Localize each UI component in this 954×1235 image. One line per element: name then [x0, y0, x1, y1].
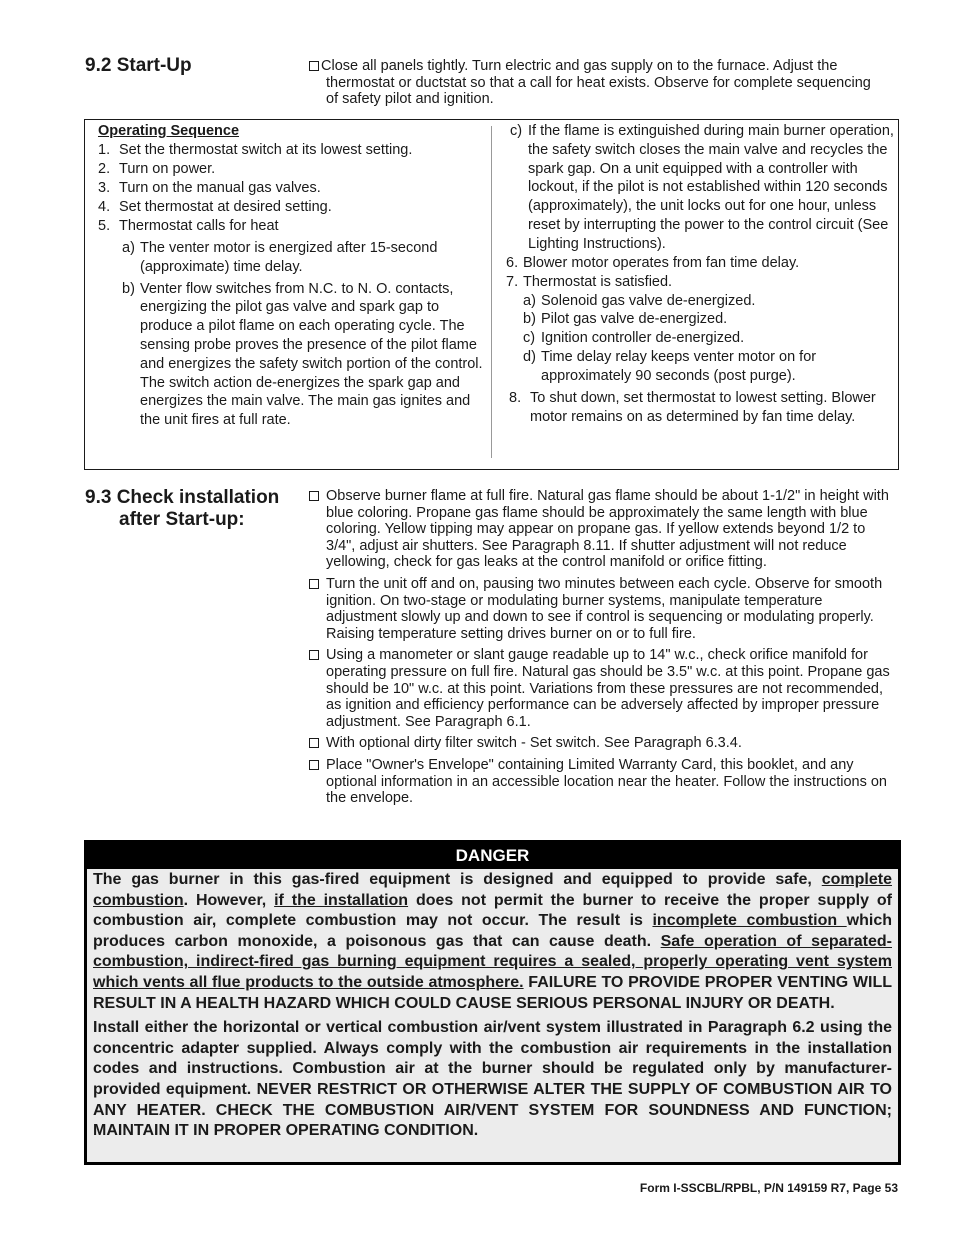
sequence-subitem: b) Pilot gas valve de-energized. — [523, 311, 728, 328]
sequence-item: 7. Thermostat is satisfied. — [506, 273, 673, 290]
checkbox-icon — [309, 760, 319, 770]
checklist-item: Observe burner flame at full fire. Natural gas flame should be about 1-1/2" in height with blue coloring. Propane gas flame should be approximately the same length with blue coloring. Yellow tipping may appear on propane gas. If yellow extends beyond 1/2 to 3/4", adjust air shutters. See Paragraph 8.11. If shutter adjustment will not reduce yellowing, check for gas leaks at the control manifold or orifice fitting. — [309, 488, 897, 571]
sequence-left-column — [98, 122, 483, 430]
checkbox-icon — [309, 579, 319, 589]
page-footer: Form I-SSCBL/RPBL, P/N 149159 R7, Page 53 — [639, 1181, 898, 1195]
danger-paragraph-2: Install either the horizontal or vertical combustion air/vent system illustrated in Paragraph 6.2 using the concentric adapter supplied. Always comply with the combustion air requirements in the installation codes and instructions. Combustion air at the burner should be regulated only by manufacturer-provided equipment. NEVER RESTRICT OR OTHERWISE ALTER THE SUPPLY OF COMBUSTION AIR TO ANY HEATER. CHECK THE COMBUSTION AIR/VENT SYSTEM FOR SOUNDNESS AND FUNCTION; MAINTAIN IT IN PROPER OPERATING CONDITION. — [93, 1019, 892, 1140]
section-9-3-heading: 9.3 Check installation after Start-up: — [85, 487, 280, 530]
checklist-item: With optional dirty filter switch - Set switch. See Paragraph 6.3.4. — [309, 735, 897, 752]
sequence-item: 1. Set the thermostat switch at its lowest setting. — [98, 142, 413, 158]
sequence-title: Operating Sequence — [98, 123, 240, 139]
sequence-item: 2. Turn on power. — [98, 161, 216, 177]
danger-box — [84, 840, 901, 1165]
sequence-item: 4. Set thermostat at desired setting. — [98, 199, 332, 215]
operating-sequence-table — [84, 119, 899, 470]
sequence-item: 6. Blower motor operates from fan time delay. — [506, 254, 800, 271]
section-9-3-checklist — [309, 488, 897, 812]
section-9-2-heading: 9.2 Start-Up — [85, 55, 192, 76]
checklist-item: Turn the unit off and on, pausing two minutes between each cycle. Observe for smooth ignition. On two-stage or modulating burner systems, manipulate temperature adjustment slowly up and down to see if control is sequencing or modulating properly. Raising temperature setting drives burner on or to full fire. — [309, 576, 897, 642]
sequence-subitem: b) Venter flow switches from N.C. to N. O. contacts, energizing the pilot gas valve and spark gap to produce a pilot flame on each operating cycle. The sensing probe proves the presence of the pilot flame and energizes the safety switch portion of the control. The switch action de-energizes the spark gap and energizes the main valve. The main gas ignites and the unit fires at full rate. — [122, 280, 483, 429]
checklist-item: Place "Owner's Envelope" containing Limited Warranty Card, this booklet, and any optional information in an accessible location near the heater. Follow the instructions on the envelope. — [309, 757, 897, 807]
danger-header: DANGER — [87, 843, 898, 869]
sequence-subitem: c) If the flame is extinguished during main burner operation, the safety switch closes the main valve and recycles the spark gap. On a unit equipped with a controller with lockout, if the pilot is not established within 120 seconds (approximately), the unit locks out for one hour, unless reset by interrupting the power to the control circuit (See Lighting Instructions). — [510, 123, 894, 252]
checkbox-icon — [309, 650, 319, 660]
danger-paragraph-1: The gas burner in this gas-fired equipment is designed and equipped to provide safe, complete combustion. However, if the installation does not permit the burner to receive the proper supply of combustion air, complete combustion may not occur. The result is incomplete combustion which produces carbon monoxide, a poisonous gas that can cause death. Safe operation of separated-combustion, indirect-fired gas burning equipment requires a sealed, properly operating vent system which vents all flue products to the outside atmosphere. FAILURE TO PROVIDE PROPER VENTING WILL RESULT IN A HEALTH HAZARD WHICH COULD CAUSE SERIOUS PERSONAL INJURY OR DEATH. — [93, 871, 893, 1012]
checkbox-icon — [309, 491, 319, 501]
sequence-right-column — [506, 122, 894, 427]
checklist-item: Using a manometer or slant gauge readable up to 14" w.c., check orifice manifold for operating pressure on full fire. Natural gas should be 3.5" w.c. at this point. Propane gas should be 10" w.c. at this point. Variations from these pressures are not recommended, as ignition and efficiency performance can be adversely affected by improper pressure adjustment. See Paragraph 6.1. — [309, 647, 897, 730]
sequence-item: 5. Thermostat calls for heat — [98, 218, 279, 234]
section-9-2-intro — [309, 58, 886, 108]
checkbox-icon — [309, 738, 319, 748]
intro-text: Close all panels tightly. Turn electric and gas supply on to the furnace. Adjust the thermostat or ductstat so that a call for heat exists. Observe for complete sequencing of safety pilot and ignition. — [321, 58, 871, 108]
sequence-item: 8. To shut down, set thermostat to lowest setting. Blower motor remains on as determined by fan time delay. — [509, 389, 876, 425]
sequence-subitem: c) Ignition controller de-energized. — [523, 330, 745, 347]
sequence-subitem: a) The venter motor is energized after 15-second (approximate) time delay. — [122, 240, 438, 275]
sequence-item: 3. Turn on the manual gas valves. — [98, 180, 321, 196]
sequence-subitem: d) Time delay relay keeps venter motor on for approximately 90 seconds (post purge). — [523, 348, 817, 384]
sequence-subitem: a) Solenoid gas valve de-energized. — [523, 292, 756, 309]
danger-text — [87, 869, 898, 1142]
checkbox-icon — [309, 61, 319, 71]
column-divider — [491, 126, 492, 458]
